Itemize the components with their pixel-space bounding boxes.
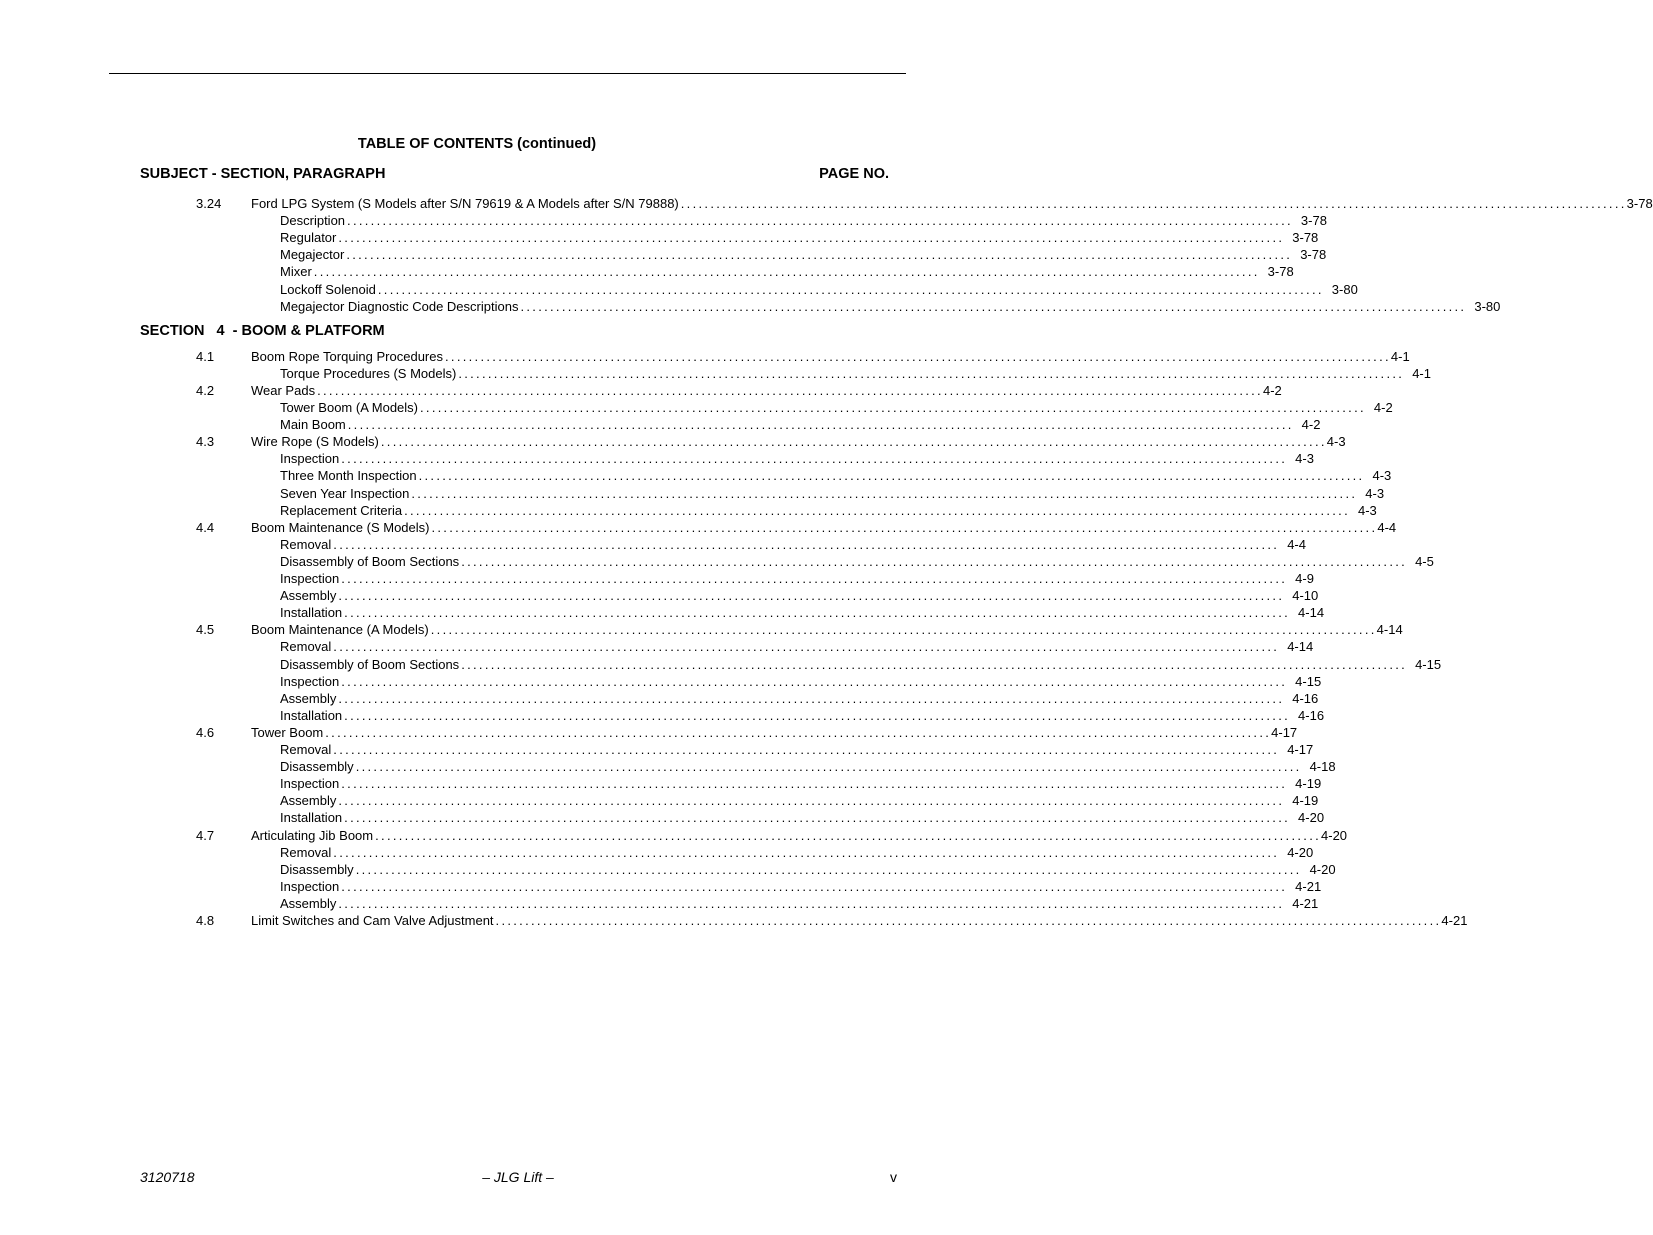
toc-paragraph-number: 4.5 <box>196 622 215 638</box>
toc-entry[interactable] <box>251 621 1403 638</box>
toc-entry[interactable] <box>251 348 1410 365</box>
toc-paragraph-number: 4.7 <box>196 827 215 843</box>
toc-dot-leader: ................................................................................................................................................................ <box>344 605 1291 621</box>
toc-page-number: 4-3 <box>1326 434 1346 450</box>
toc-row[interactable] <box>0 638 1314 655</box>
toc-dot-leader: ................................................................................................................................................................ <box>333 844 1280 860</box>
toc-entry[interactable] <box>251 195 1653 212</box>
toc-page-number: 3-78 <box>1300 213 1327 229</box>
toc-entry-title: Regulator <box>280 230 337 246</box>
toc-row[interactable] <box>0 895 1319 912</box>
toc-entry-title: Inspection <box>280 776 340 792</box>
toc-page-number: 4-3 <box>1358 502 1377 518</box>
toc-row[interactable] <box>0 298 1501 315</box>
toc-entry-title: Tower Boom (A Models) <box>280 400 418 415</box>
toc-page-number: 3-78 <box>1300 247 1327 263</box>
toc-entry-title: Limit Switches and Cam Valve Adjustment <box>251 913 494 928</box>
toc-dot-leader: ................................................................................................................................................................ <box>344 810 1291 826</box>
toc-row[interactable] <box>0 724 1298 741</box>
toc-entry[interactable] <box>280 878 1322 895</box>
toc-dot-leader: ................................................................................................................................................................ <box>680 196 1627 211</box>
toc-row[interactable] <box>0 758 1336 775</box>
toc-dot-leader: ................................................................................................................................................................ <box>338 895 1285 911</box>
toc-row[interactable] <box>0 878 1322 895</box>
footer-page-number: v <box>890 1169 897 1185</box>
toc-dot-leader: ................................................................................................................................................................ <box>317 382 1263 398</box>
toc-entry[interactable] <box>251 433 1346 450</box>
toc-row[interactable] <box>0 553 1434 570</box>
toc-dot-leader: ................................................................................................................................................................ <box>344 707 1291 723</box>
toc-page-number: 4-5 <box>1415 553 1434 569</box>
toc-entry[interactable] <box>251 912 1468 929</box>
toc-row[interactable] <box>0 485 1385 502</box>
toc-entry-title: Assembly <box>280 690 337 706</box>
toc-dot-leader: ................................................................................................................................................................ <box>338 230 1285 246</box>
toc-row[interactable] <box>0 673 1322 690</box>
toc-entry-title: Removal <box>280 844 332 860</box>
toc-page-number: 4-18 <box>1309 759 1336 775</box>
toc-row[interactable] <box>0 348 1410 365</box>
toc-entry-title: Disassembly of Boom Sections <box>280 656 460 672</box>
toc-row[interactable] <box>0 263 1294 280</box>
toc-entry[interactable] <box>280 775 1322 792</box>
toc-entry[interactable] <box>280 570 1314 587</box>
toc-entry[interactable] <box>280 707 1325 724</box>
column-heading-page: PAGE NO. <box>819 166 889 182</box>
toc-paragraph-number: 4.3 <box>196 434 215 450</box>
toc-dot-leader: ................................................................................................................................................................ <box>418 468 1365 484</box>
toc-entry-title: Inspection <box>280 878 340 894</box>
toc-page-number: 4-1 <box>1390 348 1410 364</box>
toc-entry[interactable] <box>280 673 1322 690</box>
toc-row[interactable] <box>0 450 1314 467</box>
toc-entry-title: Removal <box>280 639 332 655</box>
toc-entry[interactable] <box>251 724 1298 741</box>
toc-dot-leader: ................................................................................................................................................................ <box>341 673 1288 689</box>
toc-dot-leader: ................................................................................................................................................................ <box>495 913 1442 928</box>
toc-row[interactable] <box>0 844 1314 861</box>
toc-row[interactable] <box>0 775 1322 792</box>
toc-entry-title: Boom Maintenance (A Models) <box>251 622 429 638</box>
toc-row[interactable] <box>0 656 1442 673</box>
toc-entry[interactable] <box>280 553 1434 570</box>
toc-entry-title: Mixer <box>280 264 312 280</box>
toc-entry-title: Replacement Criteria <box>280 502 403 518</box>
toc-dot-leader: ................................................................................................................................................................ <box>445 348 1391 364</box>
toc-page-number: 4-17 <box>1271 724 1298 740</box>
toc-dot-leader: ................................................................................................................................................................ <box>341 776 1288 792</box>
toc-dot-leader: ................................................................................................................................................................ <box>347 213 1293 229</box>
toc-row[interactable] <box>0 195 1653 212</box>
section-heading: SECTION 4 - BOOM & PLATFORM <box>140 322 385 339</box>
toc-dot-leader: ................................................................................................................................................................ <box>338 588 1285 604</box>
toc-dot-leader: ................................................................................................................................................................ <box>341 878 1288 894</box>
toc-entry-title: Ford LPG System (S Models after S/N 79619 & A Models after S/N 79888) <box>251 196 679 211</box>
toc-page-number: 4-14 <box>1376 622 1403 638</box>
toc-dot-leader: ................................................................................................................................................................ <box>375 827 1322 843</box>
toc-entry[interactable] <box>280 399 1393 416</box>
toc-dot-leader: ................................................................................................................................................................ <box>431 519 1378 535</box>
toc-row[interactable] <box>0 861 1336 878</box>
toc-entry-title: Inspection <box>280 673 340 689</box>
toc-entry-title: Seven Year Inspection <box>280 485 410 501</box>
toc-paragraph-number: 4.2 <box>196 382 215 398</box>
toc-page-number: 3-78 <box>1267 264 1294 280</box>
toc-page-number: 4-19 <box>1292 793 1319 809</box>
toc-row[interactable] <box>0 399 1393 416</box>
toc-page-number: 4-21 <box>1292 895 1319 911</box>
toc-dot-leader: ................................................................................................................................................................ <box>333 742 1280 757</box>
toc-entry[interactable] <box>280 298 1501 315</box>
toc-page-number: 4-19 <box>1295 776 1322 792</box>
toc-row[interactable] <box>0 621 1403 638</box>
toc-row[interactable] <box>0 707 1325 724</box>
toc-row[interactable] <box>0 536 1306 553</box>
toc-entry-title: Installation <box>280 707 343 723</box>
toc-page-number: 4-20 <box>1287 844 1314 860</box>
toc-entry-title: Main Boom <box>280 417 346 433</box>
toc-page-number: 4-20 <box>1321 827 1348 843</box>
toc-entry[interactable] <box>280 690 1319 707</box>
toc-dot-leader: ................................................................................................................................................................ <box>420 400 1366 415</box>
column-heading-subject: SUBJECT - SECTION, PARAGRAPH <box>140 166 386 182</box>
toc-entry[interactable] <box>280 502 1377 519</box>
toc-row[interactable] <box>0 587 1319 604</box>
toc-page-number: 4-4 <box>1377 519 1397 535</box>
toc-entry-title: Removal <box>280 536 332 552</box>
toc-row[interactable] <box>0 502 1377 519</box>
toc-entry-title: Installation <box>280 810 343 826</box>
toc-dot-leader: ................................................................................................................................................................ <box>430 622 1377 638</box>
toc-page-number: 4-2 <box>1262 382 1282 398</box>
toc-entry[interactable] <box>280 604 1325 621</box>
toc-page-number: 4-20 <box>1298 810 1325 826</box>
toc-row[interactable] <box>0 690 1319 707</box>
toc-entry[interactable] <box>251 827 1348 844</box>
toc-row[interactable] <box>0 467 1392 484</box>
toc-dot-leader: ................................................................................................................................................................ <box>404 502 1350 518</box>
toc-page-number: 3-80 <box>1331 281 1358 297</box>
toc-entry-title: Wire Rope (S Models) <box>251 434 379 450</box>
toc-row[interactable] <box>0 365 1431 382</box>
toc-entry-title: Disassembly <box>280 861 354 877</box>
toc-row[interactable] <box>0 416 1321 433</box>
toc-entry[interactable] <box>280 450 1314 467</box>
toc-dot-leader: ................................................................................................................................................................ <box>341 451 1288 467</box>
toc-entry[interactable] <box>280 485 1385 502</box>
toc-paragraph-number: 4.6 <box>196 724 215 740</box>
toc-entry-title: Articulating Jib Boom <box>251 827 374 843</box>
toc-entry-title: Torque Procedures (S Models) <box>280 365 457 381</box>
toc-row[interactable] <box>0 827 1348 844</box>
toc-entry[interactable] <box>251 382 1282 399</box>
toc-row[interactable] <box>0 246 1327 263</box>
toc-page-number: 4-15 <box>1295 673 1322 689</box>
toc-entry-title: Assembly <box>280 895 337 911</box>
toc-entry[interactable] <box>280 895 1319 912</box>
page-title: TABLE OF CONTENTS (continued) <box>357 136 597 152</box>
toc-dot-leader: ................................................................................................................................................................ <box>461 656 1408 672</box>
toc-row[interactable] <box>0 212 1327 229</box>
toc-entry-title: Boom Rope Torquing Procedures <box>251 348 443 364</box>
toc-dot-leader: ................................................................................................................................................................ <box>333 639 1280 655</box>
toc-entry[interactable] <box>280 467 1392 484</box>
toc-entry[interactable] <box>280 416 1321 433</box>
toc-dot-leader: ................................................................................................................................................................ <box>313 264 1260 280</box>
toc-entry[interactable] <box>280 229 1319 246</box>
toc-entry-title: Megajector <box>280 247 345 263</box>
toc-entry[interactable] <box>280 587 1319 604</box>
toc-page-number: 4-17 <box>1287 742 1314 757</box>
toc-page-number: 4-14 <box>1287 639 1314 655</box>
toc-entry[interactable] <box>280 809 1325 826</box>
toc-dot-leader: ................................................................................................................................................................ <box>411 485 1358 501</box>
toc-row[interactable] <box>0 792 1319 809</box>
toc-entry-title: Megajector Diagnostic Code Descriptions <box>280 298 519 314</box>
toc-entry-title: Inspection <box>280 571 340 586</box>
toc-entry[interactable] <box>280 246 1327 263</box>
toc-dot-leader: ................................................................................................................................................................ <box>380 434 1327 450</box>
toc-dot-leader: ................................................................................................................................................................ <box>377 281 1324 297</box>
toc-page-number: 4-16 <box>1292 690 1319 706</box>
toc-dot-leader: ................................................................................................................................................................ <box>341 571 1288 586</box>
toc-page-number: 4-1 <box>1412 365 1431 381</box>
toc-page-number: 4-2 <box>1301 417 1321 433</box>
toc-entry-title: Tower Boom <box>251 724 324 740</box>
toc-dot-leader: ................................................................................................................................................................ <box>520 298 1467 314</box>
toc-row[interactable] <box>0 570 1314 587</box>
toc-dot-leader: ................................................................................................................................................................ <box>346 247 1293 263</box>
toc-entry[interactable] <box>280 656 1442 673</box>
toc-entry[interactable] <box>280 741 1314 758</box>
toc-page-number: 3-78 <box>1292 230 1319 246</box>
toc-page-number: 4-4 <box>1287 536 1306 552</box>
toc-page-number: 4-3 <box>1372 468 1392 484</box>
toc-page-number: 4-10 <box>1292 588 1319 604</box>
toc-entry-title: Inspection <box>280 451 340 467</box>
toc-paragraph-number: 4.8 <box>196 913 215 928</box>
toc-row[interactable] <box>0 912 1468 929</box>
toc-page-number: 4-9 <box>1295 571 1314 586</box>
toc-entry[interactable] <box>280 638 1314 655</box>
toc-entry[interactable] <box>280 212 1327 229</box>
toc-entry[interactable] <box>280 281 1358 298</box>
toc-entry-title: Lockoff Solenoid <box>280 281 376 297</box>
toc-dot-leader: ................................................................................................................................................................ <box>325 724 1272 740</box>
toc-entry[interactable] <box>280 758 1336 775</box>
header-rule <box>109 73 906 74</box>
toc-entry-title: Wear Pads <box>251 382 316 398</box>
toc-page-number: 4-15 <box>1415 656 1442 672</box>
toc-row[interactable] <box>0 281 1358 298</box>
toc-page-number: 4-14 <box>1298 605 1325 621</box>
toc-entry[interactable] <box>280 365 1431 382</box>
toc-page-number: 4-3 <box>1295 451 1314 467</box>
footer-company: – JLG Lift – <box>482 1169 554 1185</box>
toc-entry-title: Installation <box>280 605 343 621</box>
toc-dot-leader: ................................................................................................................................................................ <box>347 417 1294 433</box>
toc-entry[interactable] <box>280 263 1294 280</box>
toc-dot-leader: ................................................................................................................................................................ <box>461 553 1408 569</box>
toc-row[interactable] <box>0 604 1325 621</box>
toc-paragraph-number: 4.4 <box>196 519 215 535</box>
toc-row[interactable] <box>0 809 1325 826</box>
toc-dot-leader: ................................................................................................................................................................ <box>338 793 1285 809</box>
toc-entry-title: Boom Maintenance (S Models) <box>251 519 430 535</box>
toc-page-number: 4-2 <box>1373 400 1393 415</box>
toc-entry-title: Three Month Inspection <box>280 468 417 484</box>
toc-entry[interactable] <box>280 536 1306 553</box>
toc-dot-leader: ................................................................................................................................................................ <box>338 690 1285 706</box>
toc-entry-title: Disassembly <box>280 759 354 775</box>
toc-page-number: 4-21 <box>1441 913 1468 928</box>
toc-page-number: 4-21 <box>1295 878 1322 894</box>
toc-page-number: 4-3 <box>1365 485 1385 501</box>
toc-row[interactable] <box>0 382 1282 399</box>
toc-entry-title: Description <box>280 213 346 229</box>
toc-paragraph-number: 4.1 <box>196 348 215 364</box>
toc-dot-leader: ................................................................................................................................................................ <box>458 365 1405 381</box>
toc-entry-title: Assembly <box>280 793 337 809</box>
toc-entry[interactable] <box>280 792 1319 809</box>
toc-dot-leader: ................................................................................................................................................................ <box>355 759 1302 775</box>
toc-dot-leader: ................................................................................................................................................................ <box>355 861 1302 877</box>
toc-entry[interactable] <box>251 519 1397 536</box>
footer-doc-number: 3120718 <box>140 1169 195 1185</box>
toc-entry[interactable] <box>280 844 1314 861</box>
toc-entry-title: Assembly <box>280 588 337 604</box>
toc-entry-title: Disassembly of Boom Sections <box>280 553 460 569</box>
toc-dot-leader: ................................................................................................................................................................ <box>333 536 1280 552</box>
toc-page-number: 4-16 <box>1298 707 1325 723</box>
toc-row[interactable] <box>0 229 1319 246</box>
toc-page-number: 4-20 <box>1309 861 1336 877</box>
toc-entry[interactable] <box>280 861 1336 878</box>
toc-row[interactable] <box>0 433 1346 450</box>
toc-page-number: 3-78 <box>1626 196 1653 211</box>
toc-page-number: 3-80 <box>1474 298 1501 314</box>
toc-row[interactable] <box>0 741 1314 758</box>
toc-paragraph-number: 3.24 <box>196 196 222 211</box>
toc-entry-title: Removal <box>280 742 332 757</box>
toc-row[interactable] <box>0 519 1397 536</box>
